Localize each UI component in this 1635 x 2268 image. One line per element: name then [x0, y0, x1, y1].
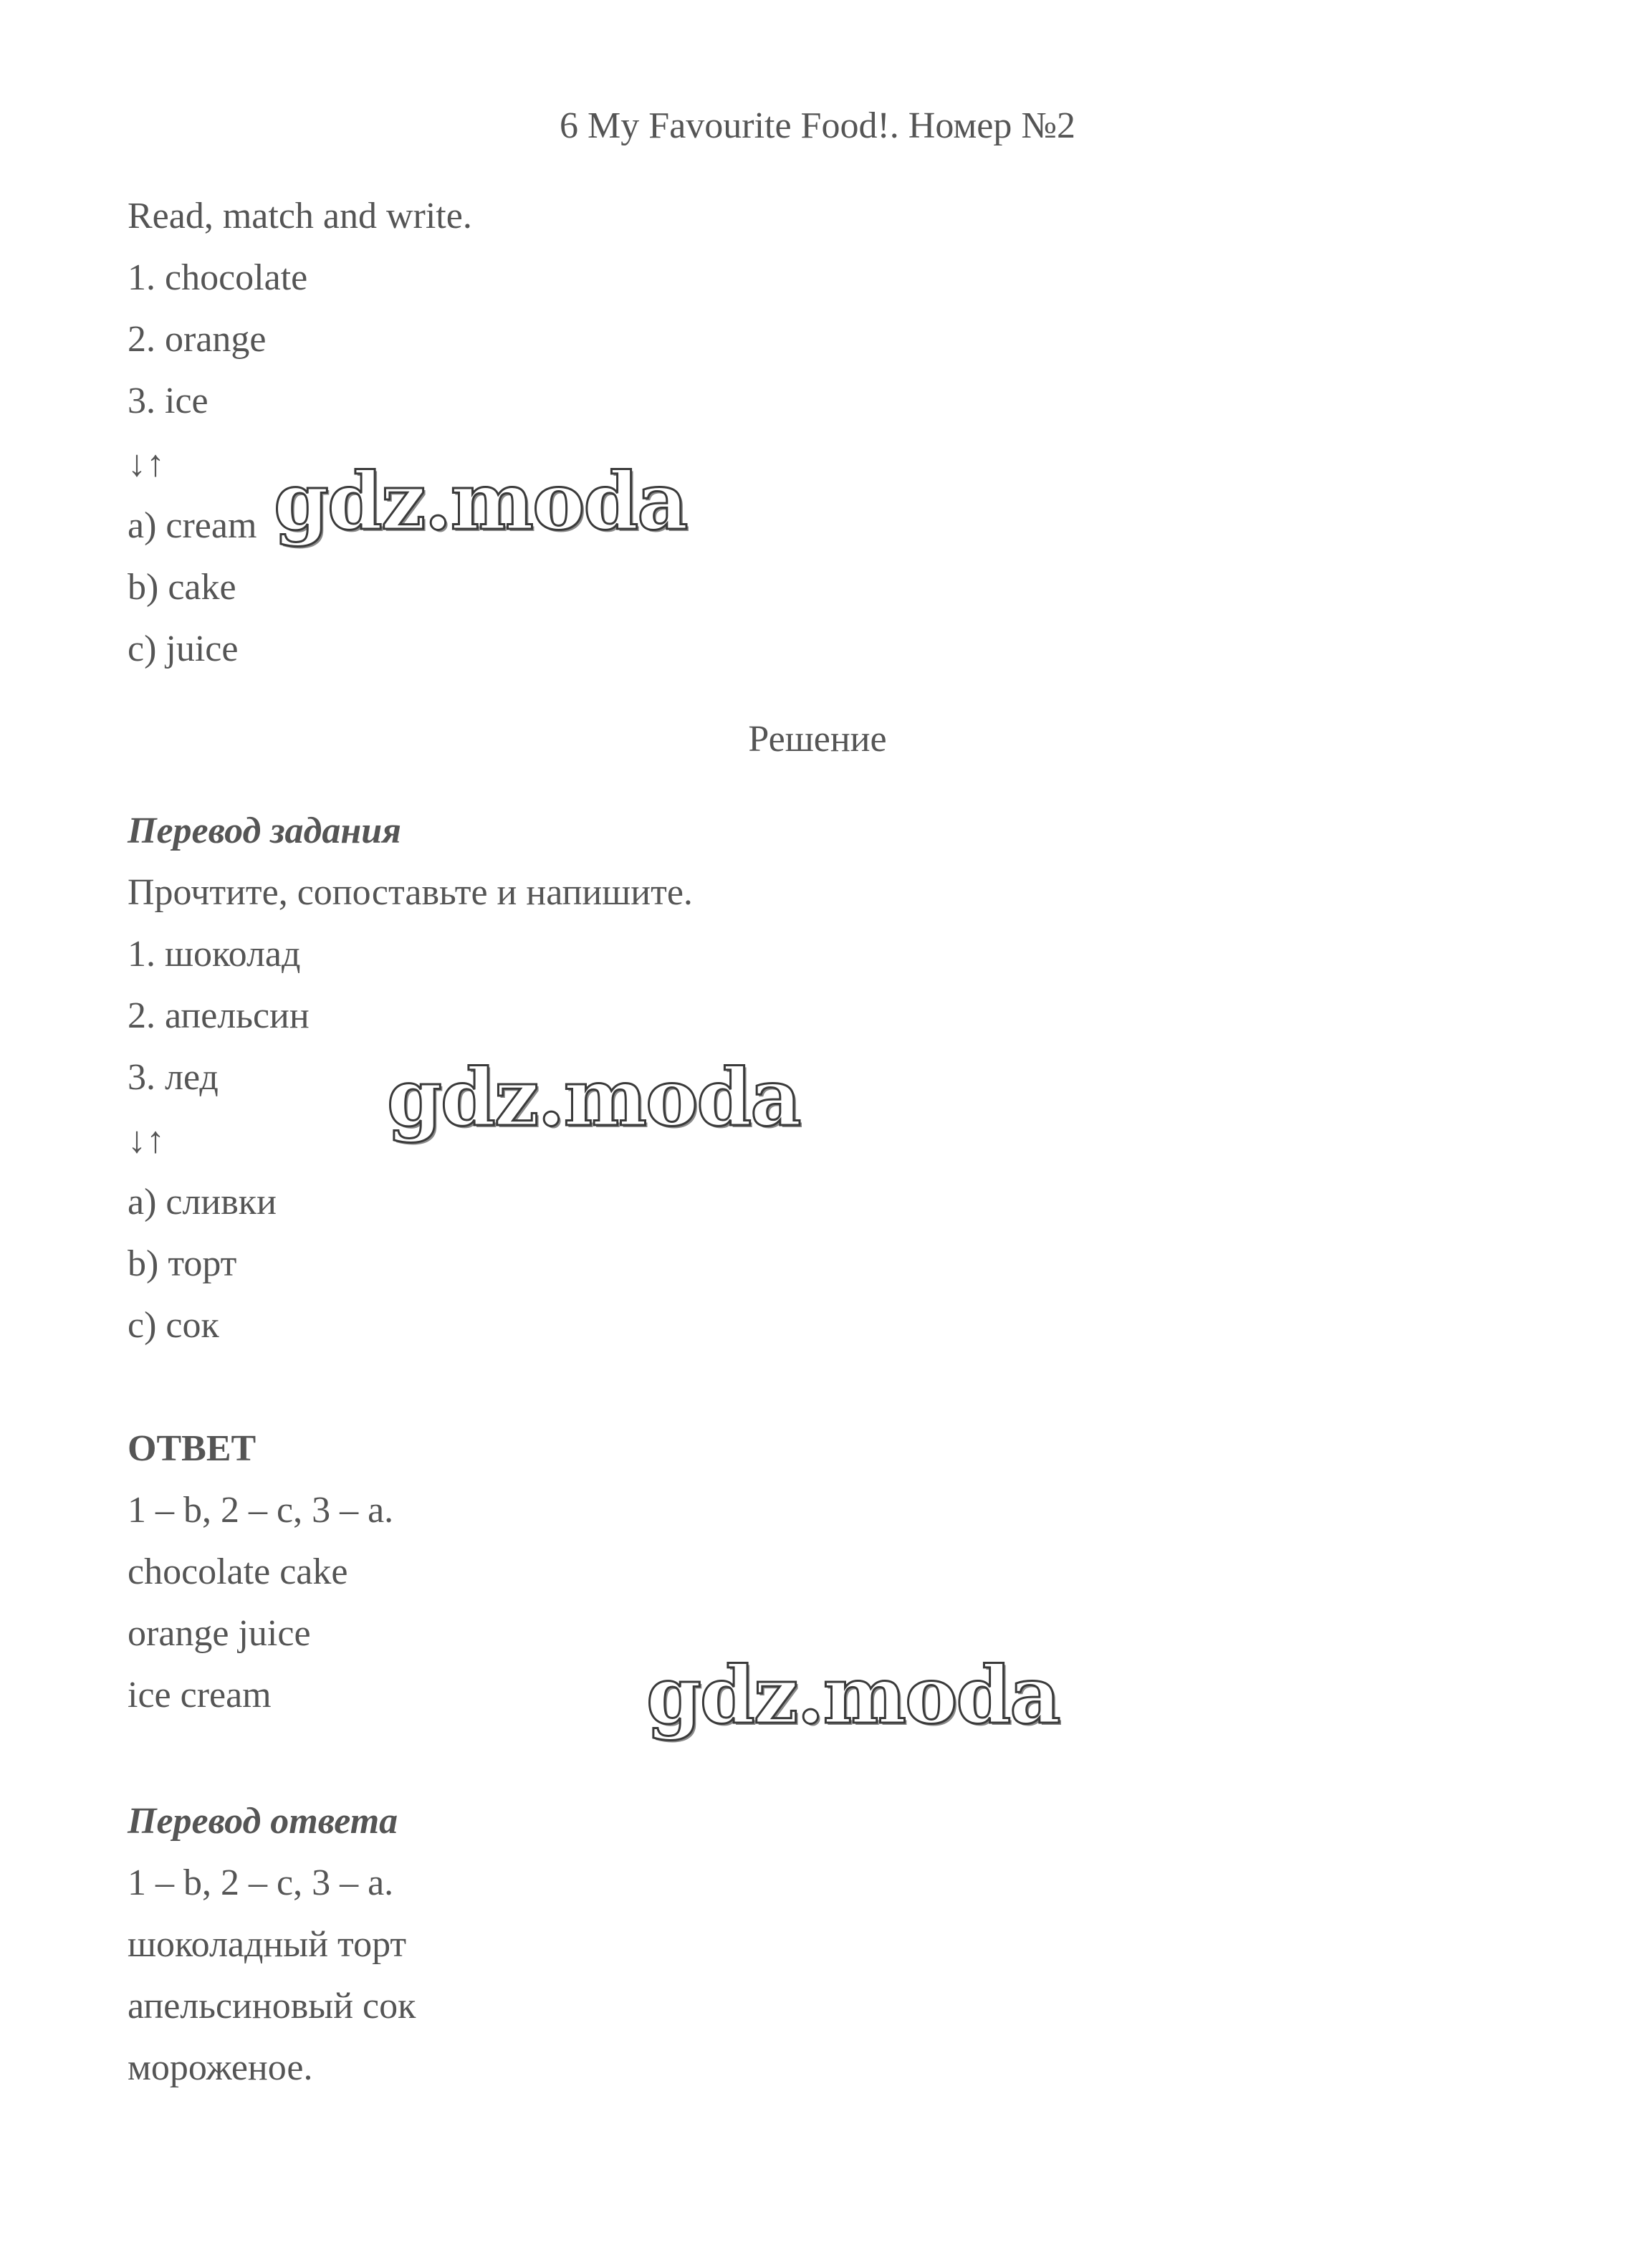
translation-option: c) сок	[128, 1305, 219, 1346]
watermark-logo: gdz.moda	[274, 455, 687, 547]
watermark-logo: gdz.moda	[646, 1649, 1060, 1741]
task-option: b) cake	[128, 567, 236, 608]
answer-line: chocolate cake	[128, 1551, 348, 1592]
task-option: c) juice	[128, 628, 239, 669]
answer-line: ice cream	[128, 1675, 272, 1716]
watermark-logo: gdz.moda	[387, 1051, 800, 1144]
solution-heading: Решение	[748, 719, 887, 760]
translation-answer-heading: Перевод ответа	[128, 1801, 398, 1842]
task-item: 1. chocolate	[128, 257, 308, 298]
answer-line: orange juice	[128, 1613, 311, 1654]
translation-answer-line: 1 – b, 2 – c, 3 – a.	[128, 1862, 394, 1903]
translation-option: a) сливки	[128, 1182, 277, 1222]
answer-heading: ОТВЕТ	[128, 1428, 256, 1469]
translation-item: 2. апельсин	[128, 995, 310, 1036]
task-item: 2. orange	[128, 319, 267, 360]
translation-item: 3. лед	[128, 1057, 219, 1098]
match-arrows: ↓↑	[128, 1120, 165, 1161]
task-option: a) cream	[128, 505, 257, 546]
translation-answer-line: апельсиновый сок	[128, 1986, 416, 2027]
translation-task-heading: Перевод задания	[128, 810, 401, 851]
page-title: 6 My Favourite Food!. Номер №2	[560, 105, 1075, 146]
translation-answer-line: мороженое.	[128, 2047, 313, 2088]
task-item: 3. ice	[128, 381, 208, 421]
translation-instruction: Прочтите, сопоставьте и напишите.	[128, 872, 693, 913]
answer-line: 1 – b, 2 – c, 3 – a.	[128, 1490, 394, 1531]
task-instruction: Read, match and write.	[128, 196, 472, 236]
translation-option: b) торт	[128, 1243, 237, 1284]
match-arrows: ↓↑	[128, 444, 165, 484]
translation-answer-line: шоколадный торт	[128, 1924, 407, 1965]
translation-item: 1. шоколад	[128, 934, 301, 975]
